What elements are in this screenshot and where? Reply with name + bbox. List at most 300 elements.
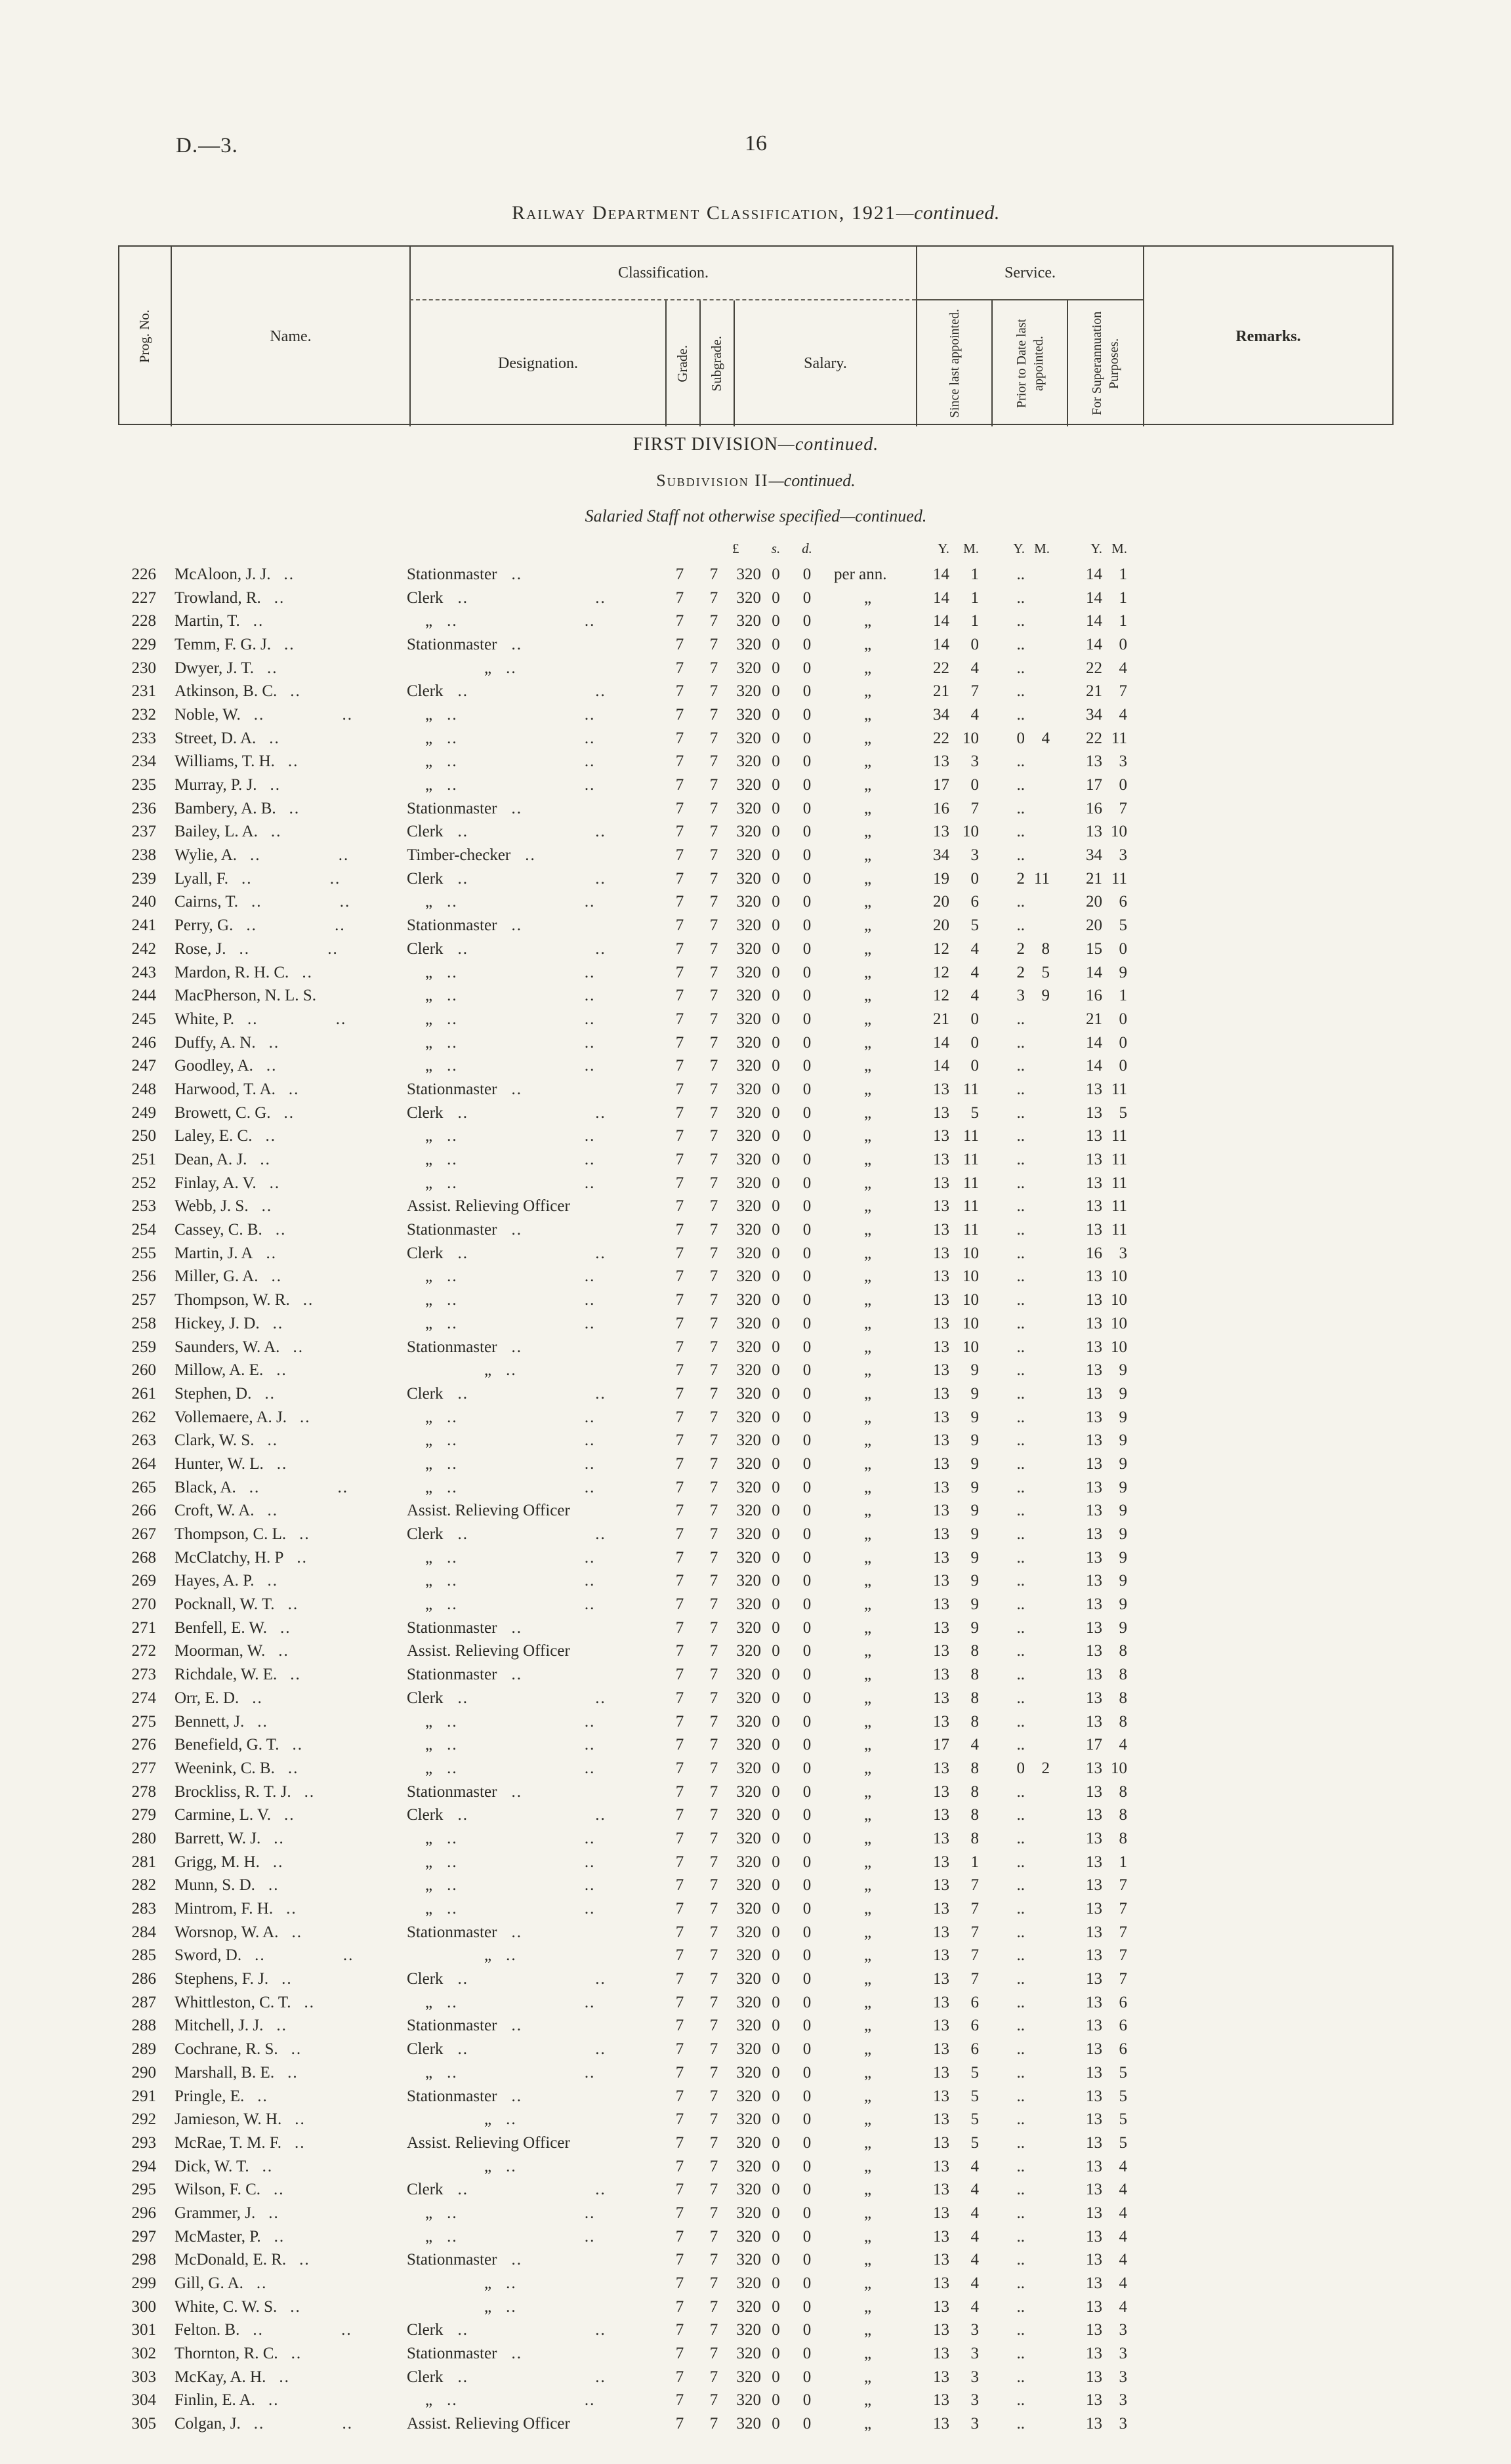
salary-pence: 0 <box>802 987 812 1005</box>
since-months: 4 <box>970 939 979 958</box>
super-months: 9 <box>1119 1502 1127 1520</box>
since-months: 5 <box>970 916 979 935</box>
section-subdivision: Subdivision II—continued. <box>656 471 856 490</box>
prior-years: .. <box>1016 2017 1025 2035</box>
designation: „ .. .. <box>425 1033 596 1052</box>
salary-pounds: 320 <box>736 2321 761 2339</box>
salary-pence: 0 <box>802 799 812 817</box>
salary-shillings: 0 <box>772 1267 780 1286</box>
table-row <box>118 1336 1394 1359</box>
leader-dots: .. <box>511 1080 522 1098</box>
since-months: 9 <box>970 1478 979 1496</box>
per-annum: „ <box>864 659 872 677</box>
subgrade: 7 <box>709 939 718 958</box>
per-annum: „ <box>864 1923 872 1941</box>
grade: 7 <box>675 705 684 724</box>
col-header-grade: Grade. <box>665 300 699 426</box>
subgrade: 7 <box>709 682 718 701</box>
subgrade: 7 <box>709 705 718 724</box>
prior-years: 2 <box>1016 939 1025 958</box>
leader-dots: .. .. <box>457 1384 606 1403</box>
super-months: 10 <box>1111 1759 1127 1777</box>
since-years: 14 <box>933 565 949 583</box>
designation: „ .. .. <box>425 1712 596 1731</box>
salary-pounds: 320 <box>736 1736 761 1754</box>
designation: Clerk .. .. <box>407 1806 606 1824</box>
leader-dots: .. .. <box>447 1829 596 1847</box>
subgrade: 7 <box>709 1361 718 1380</box>
salary-pounds: 320 <box>736 1408 761 1426</box>
leader-dots: .. .. <box>447 612 596 630</box>
designation: Assist. Relieving Officer <box>407 2415 570 2433</box>
prog-no: 255 <box>131 1244 156 1262</box>
prior-years: .. <box>1016 2087 1025 2105</box>
prior-years: .. <box>1016 1033 1025 1052</box>
per-annum: „ <box>864 1338 872 1356</box>
salary-pence: 0 <box>802 963 812 981</box>
designation: „ .. .. <box>425 1408 596 1426</box>
per-annum: „ <box>864 1689 872 1707</box>
super-months: 11 <box>1111 729 1127 747</box>
designation: „ .. .. <box>425 2204 596 2222</box>
since-months: 1 <box>970 588 979 607</box>
super-months: 3 <box>1119 2391 1127 2410</box>
designation: Clerk .. .. <box>407 682 606 701</box>
super-months: 6 <box>1119 1993 1127 2011</box>
leader-dots: .. .. <box>247 1010 347 1028</box>
per-annum: „ <box>864 2110 872 2129</box>
since-years: 22 <box>933 729 949 747</box>
prog-no: 228 <box>131 612 156 630</box>
super-years: 34 <box>1086 846 1102 865</box>
salary-pounds: 320 <box>736 588 761 607</box>
unit-since-years: Y. <box>938 540 949 556</box>
prog-no: 243 <box>131 963 156 981</box>
salary-pence: 0 <box>802 1923 812 1941</box>
super-months: 0 <box>1119 939 1127 958</box>
per-annum: „ <box>864 2368 872 2386</box>
leader-dots: .. <box>289 799 300 817</box>
leader-dots: .. .. <box>239 939 339 958</box>
leader-dots: .. <box>283 635 295 653</box>
since-years: 19 <box>933 869 949 888</box>
super-months: 9 <box>1119 1431 1127 1450</box>
super-years: 13 <box>1086 2415 1102 2433</box>
leader-dots: .. .. <box>457 1244 606 1262</box>
since-years: 13 <box>933 2040 949 2059</box>
designation: „ .. .. <box>425 1736 596 1754</box>
grade: 7 <box>675 1151 684 1169</box>
table-row <box>118 2342 1394 2366</box>
salary-pence: 0 <box>802 1244 812 1262</box>
per-annum: „ <box>864 729 872 747</box>
since-months: 0 <box>970 869 979 888</box>
super-months: 5 <box>1119 2133 1127 2152</box>
since-months: 10 <box>962 1267 979 1286</box>
prog-no: 249 <box>131 1103 156 1122</box>
leader-dots: .. <box>300 1408 311 1426</box>
name: Grammer, J. .. <box>175 2204 279 2222</box>
subgrade: 7 <box>709 1595 718 1614</box>
prog-no: 293 <box>131 2133 156 2152</box>
salary-shillings: 0 <box>772 2110 780 2129</box>
grade: 7 <box>675 1010 684 1028</box>
prog-no: 258 <box>131 1314 156 1332</box>
subgrade: 7 <box>709 1502 718 1520</box>
grade: 7 <box>675 1033 684 1052</box>
super-years: 13 <box>1086 2181 1102 2199</box>
table-row <box>118 2061 1394 2085</box>
leader-dots: .. <box>302 963 313 981</box>
since-years: 12 <box>933 939 949 958</box>
per-annum: „ <box>864 1361 872 1380</box>
per-annum: „ <box>864 2274 872 2293</box>
per-annum: „ <box>864 2087 872 2105</box>
table-row <box>118 609 1394 633</box>
since-years: 14 <box>933 635 949 653</box>
super-years: 13 <box>1086 1642 1102 1660</box>
salary-pounds: 320 <box>736 1548 761 1567</box>
table-row <box>118 2202 1394 2225</box>
salary-shillings: 0 <box>772 1923 780 1941</box>
grade: 7 <box>675 987 684 1005</box>
leader-dots: .. .. <box>447 1314 596 1332</box>
salary-pounds: 320 <box>736 2017 761 2035</box>
since-months: 8 <box>970 1689 979 1707</box>
super-years: 13 <box>1086 1525 1102 1544</box>
prior-years: .. <box>1016 1782 1025 1801</box>
since-months: 3 <box>970 2368 979 2386</box>
salary-pounds: 320 <box>736 1431 761 1450</box>
prog-no: 240 <box>131 893 156 911</box>
since-months: 10 <box>962 729 979 747</box>
designation: „ .. .. <box>425 729 596 747</box>
since-years: 12 <box>933 987 949 1005</box>
leader-dots: .. <box>257 2087 268 2105</box>
since-years: 13 <box>933 1712 949 1731</box>
salary-shillings: 0 <box>772 1010 780 1028</box>
grade: 7 <box>675 2345 684 2363</box>
salary-pounds: 320 <box>736 635 761 653</box>
super-years: 16 <box>1086 799 1102 817</box>
table-row <box>118 703 1394 727</box>
per-annum: „ <box>864 1853 872 1871</box>
super-years: 21 <box>1086 682 1102 701</box>
super-months: 10 <box>1111 1338 1127 1356</box>
table-row <box>118 1921 1394 1944</box>
super-years: 13 <box>1086 2040 1102 2059</box>
table-row <box>118 1593 1394 1616</box>
salary-shillings: 0 <box>772 2251 780 2269</box>
prog-no: 245 <box>131 1010 156 1028</box>
salary-pence: 0 <box>802 2017 812 2035</box>
leader-dots: .. <box>290 1666 301 1684</box>
unit-prior-months: M. <box>1034 540 1050 556</box>
super-years: 21 <box>1086 869 1102 888</box>
prior-years: .. <box>1016 1408 1025 1426</box>
subgrade: 7 <box>709 659 718 677</box>
grade: 7 <box>675 1361 684 1380</box>
designation: Stationmaster .. <box>407 1080 522 1098</box>
leader-dots: .. .. <box>447 2391 596 2410</box>
prior-years: .. <box>1016 2157 1025 2175</box>
leader-dots: .. .. <box>447 1010 596 1028</box>
subgrade: 7 <box>709 916 718 935</box>
super-years: 13 <box>1086 1900 1102 1918</box>
salary-pence: 0 <box>802 2251 812 2269</box>
since-months: 1 <box>970 612 979 630</box>
salary-pounds: 320 <box>736 776 761 794</box>
since-years: 13 <box>933 1876 949 1895</box>
table-row <box>118 1054 1394 1078</box>
per-annum: „ <box>864 2017 872 2035</box>
leader-dots: .. <box>511 2087 522 2105</box>
table-row <box>118 797 1394 821</box>
prog-no: 288 <box>131 2017 156 2035</box>
per-annum: „ <box>864 1431 872 1450</box>
unit-since-months: M. <box>963 540 979 556</box>
since-months: 3 <box>970 2391 979 2410</box>
salary-pounds: 320 <box>736 729 761 747</box>
salary-pence: 0 <box>802 1291 812 1309</box>
subgrade: 7 <box>709 2345 718 2363</box>
prior-years: .. <box>1016 2133 1025 2152</box>
salary-shillings: 0 <box>772 1244 780 1262</box>
salary-pounds: 320 <box>736 1057 761 1075</box>
since-years: 34 <box>933 705 949 724</box>
leader-dots: .. <box>275 1221 287 1239</box>
since-years: 13 <box>933 1548 949 1567</box>
since-years: 13 <box>933 1478 949 1496</box>
table-row <box>118 937 1394 961</box>
page-title-main: Railway Department Classification, 1921 <box>512 202 896 224</box>
name: Thompson, W. R. .. <box>175 1291 314 1309</box>
prior-years: .. <box>1016 1221 1025 1239</box>
since-years: 13 <box>933 1080 949 1098</box>
prior-years: .. <box>1016 1080 1025 1098</box>
salary-pounds: 320 <box>736 2204 761 2222</box>
super-months: 6 <box>1119 2017 1127 2035</box>
leader-dots: .. .. <box>447 1900 596 1918</box>
prior-years: .. <box>1016 2345 1025 2363</box>
per-annum: „ <box>864 1712 872 1731</box>
leader-dots: .. .. <box>457 939 606 958</box>
leader-dots: .. <box>287 2063 299 2082</box>
salary-pounds: 320 <box>736 1993 761 2011</box>
prior-years: .. <box>1016 1923 1025 1941</box>
super-months: 8 <box>1119 1666 1127 1684</box>
prog-no: 259 <box>131 1338 156 1356</box>
super-years: 13 <box>1086 1572 1102 1590</box>
grade: 7 <box>675 729 684 747</box>
name: Thompson, C. L. .. <box>175 1525 310 1544</box>
designation: Stationmaster .. <box>407 1618 522 1637</box>
table-row <box>118 1078 1394 1101</box>
table-row <box>118 1172 1394 1195</box>
name: Dick, W. T. .. <box>175 2157 274 2175</box>
salary-shillings: 0 <box>772 1478 780 1496</box>
grade: 7 <box>675 1572 684 1590</box>
leader-dots: .. <box>268 2204 279 2222</box>
name: Murray, P. J. .. <box>175 776 281 794</box>
salary-pounds: 320 <box>736 2251 761 2269</box>
salary-pence: 0 <box>802 1548 812 1567</box>
prior-years: .. <box>1016 1502 1025 1520</box>
grade: 7 <box>675 1618 684 1637</box>
designation: „ .. .. <box>425 1572 596 1590</box>
since-months: 6 <box>970 2040 979 2059</box>
super-years: 13 <box>1086 1174 1102 1192</box>
salary-pounds: 320 <box>736 1244 761 1262</box>
super-months: 10 <box>1111 1314 1127 1332</box>
table-row <box>118 891 1394 914</box>
leader-dots: .. <box>274 1829 285 1847</box>
prior-years: .. <box>1016 2110 1025 2129</box>
salary-pounds: 320 <box>736 1127 761 1145</box>
salary-pence: 0 <box>802 1759 812 1777</box>
col-header-remarks: Remarks. <box>1143 247 1392 426</box>
name: McAloon, J. J. .. <box>175 565 295 583</box>
leader-dots: .. <box>274 588 285 607</box>
super-years: 13 <box>1086 2204 1102 2222</box>
salary-shillings: 0 <box>772 752 780 771</box>
prog-no: 267 <box>131 1525 156 1544</box>
leader-dots: .. .. <box>447 752 596 771</box>
leader-dots: .. <box>295 2110 306 2129</box>
name: Weenink, C. B. .. <box>175 1759 299 1777</box>
since-months: 3 <box>970 846 979 865</box>
salary-shillings: 0 <box>772 729 780 747</box>
salary-pounds: 320 <box>736 2133 761 2152</box>
salary-pence: 0 <box>802 1221 812 1239</box>
per-annum: „ <box>864 1829 872 1847</box>
grade: 7 <box>675 752 684 771</box>
prog-no: 292 <box>131 2110 156 2129</box>
super-years: 13 <box>1086 1431 1102 1450</box>
prog-no: 253 <box>131 1197 156 1216</box>
super-months: 4 <box>1119 2204 1127 2222</box>
col-header-classification: Classification. <box>409 247 916 300</box>
salary-pence: 0 <box>802 2063 812 2082</box>
leader-dots: .. <box>257 1712 268 1731</box>
grade: 7 <box>675 2368 684 2386</box>
subgrade: 7 <box>709 2181 718 2199</box>
leader-dots: .. <box>291 2040 302 2059</box>
designation: Clerk .. .. <box>407 823 606 841</box>
salary-pence: 0 <box>802 2110 812 2129</box>
salary-pounds: 320 <box>736 2063 761 2082</box>
salary-pounds: 320 <box>736 1642 761 1660</box>
salary-pounds: 320 <box>736 1267 761 1286</box>
prog-no: 229 <box>131 635 156 653</box>
name: Bennett, J. .. <box>175 1712 268 1731</box>
since-years: 13 <box>933 1782 949 1801</box>
super-months: 4 <box>1119 2251 1127 2269</box>
leader-dots: .. .. <box>447 1993 596 2011</box>
salary-pence: 0 <box>802 1454 812 1473</box>
prog-no: 279 <box>131 1806 156 1824</box>
subgrade: 7 <box>709 776 718 794</box>
since-months: 3 <box>970 2415 979 2433</box>
super-months: 9 <box>1119 1408 1127 1426</box>
prior-years: .. <box>1016 1267 1025 1286</box>
table-row <box>118 1710 1394 1734</box>
prior-years: .. <box>1016 588 1025 607</box>
designation: „ .. .. <box>425 2391 596 2410</box>
subgrade: 7 <box>709 1923 718 1941</box>
salary-shillings: 0 <box>772 1782 780 1801</box>
name: Noble, W. .. .. <box>175 705 353 724</box>
designation: „ .. .. <box>425 1267 596 1286</box>
prog-no: 235 <box>131 776 156 794</box>
salary-shillings: 0 <box>772 846 780 865</box>
designation: „ .. .. <box>425 963 596 981</box>
salary-pounds: 320 <box>736 2368 761 2386</box>
since-months: 4 <box>970 2204 979 2222</box>
super-years: 13 <box>1086 2391 1102 2410</box>
leader-dots: .. <box>287 1595 299 1614</box>
name: Thornton, R. C. .. <box>175 2345 302 2363</box>
leader-dots: .. .. <box>255 1946 354 1965</box>
grade: 7 <box>675 1478 684 1496</box>
super-years: 13 <box>1086 2251 1102 2269</box>
super-months: 7 <box>1119 1876 1127 1895</box>
prior-months: 9 <box>1041 987 1050 1005</box>
table-row <box>118 750 1394 774</box>
grade: 7 <box>675 776 684 794</box>
subgrade: 7 <box>709 1103 718 1122</box>
leader-dots: .. <box>278 1642 289 1660</box>
super-years: 13 <box>1086 2017 1102 2035</box>
leader-dots: .. <box>506 2274 517 2293</box>
salary-pence: 0 <box>802 729 812 747</box>
salary-shillings: 0 <box>772 1618 780 1637</box>
grade: 7 <box>675 1736 684 1754</box>
per-annum: „ <box>864 2345 872 2363</box>
per-annum: „ <box>864 869 872 888</box>
subgrade: 7 <box>709 2251 718 2269</box>
since-months: 9 <box>970 1361 979 1380</box>
leader-dots: .. <box>269 1174 281 1192</box>
prior-years: 3 <box>1016 987 1025 1005</box>
prior-years: 0 <box>1016 729 1025 747</box>
salary-pounds: 320 <box>736 705 761 724</box>
prior-years: .. <box>1016 682 1025 701</box>
name: Orr, E. D. .. <box>175 1689 263 1707</box>
designation: „ .. .. <box>425 1478 596 1496</box>
name: Jamieson, W. H. .. <box>175 2110 306 2129</box>
grade: 7 <box>675 1454 684 1473</box>
salary-pounds: 320 <box>736 1454 761 1473</box>
per-annum: „ <box>864 1151 872 1169</box>
designation: „ .. .. <box>425 1829 596 1847</box>
designation: „ .. .. <box>425 1174 596 1192</box>
leader-dots: .. .. <box>447 963 596 981</box>
prior-years: .. <box>1016 2227 1025 2246</box>
prog-no: 256 <box>131 1267 156 1286</box>
super-years: 14 <box>1086 612 1102 630</box>
since-months: 3 <box>970 752 979 771</box>
salary-shillings: 0 <box>772 1689 780 1707</box>
grade: 7 <box>675 2321 684 2339</box>
leader-dots: .. <box>279 2368 290 2386</box>
designation: Stationmaster .. <box>407 799 522 817</box>
grade: 7 <box>675 869 684 888</box>
salary-pounds: 320 <box>736 823 761 841</box>
designation: „ .. .. <box>425 776 596 794</box>
designation: „ .. .. <box>425 1314 596 1332</box>
leader-dots: .. .. <box>253 705 353 724</box>
